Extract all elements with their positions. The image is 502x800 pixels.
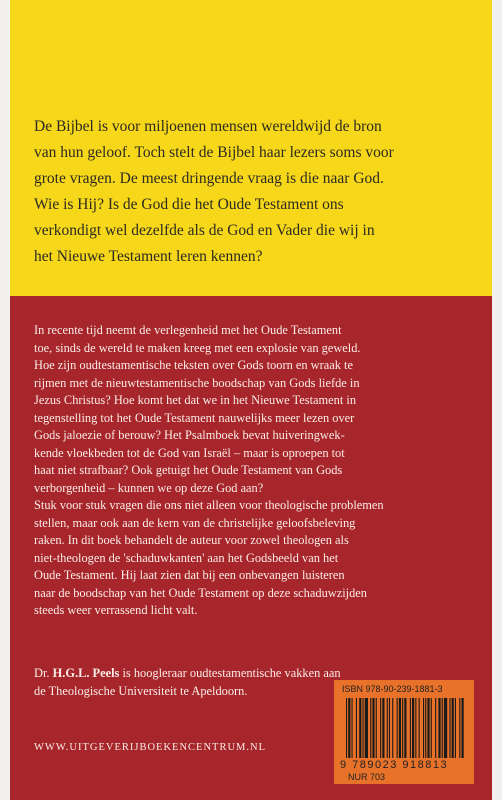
barcode-bar bbox=[397, 698, 398, 758]
barcode-bar bbox=[410, 698, 411, 758]
author-line-1 bbox=[34, 665, 341, 683]
barcode-bar bbox=[431, 698, 432, 758]
barcode-bar bbox=[444, 698, 447, 758]
barcode-bar bbox=[399, 698, 401, 758]
yellow-panel bbox=[10, 0, 492, 296]
barcode-bar bbox=[415, 698, 416, 758]
barcode-bar bbox=[438, 698, 440, 758]
body-line: verborgenheid – kunnen we op deze God aan? bbox=[34, 480, 264, 495]
barcode-bar bbox=[455, 698, 456, 758]
barcode-bar bbox=[419, 698, 420, 758]
intro-line: Wie is Hij? Is de God die het Oude Testament ons bbox=[34, 196, 344, 213]
body-line: Gods jaloezie of berouw? Het Psalmboek bevat huiveringwek- bbox=[34, 428, 345, 442]
barcode-bar bbox=[449, 698, 450, 758]
nur-label: NUR 703 bbox=[348, 772, 386, 782]
barcode-bar bbox=[412, 698, 414, 758]
body-line: Hoe zijn oudtestamentische teksten over Gods toorn en wraak te bbox=[34, 358, 353, 372]
intro-line: verkondigt wel dezelfde als de God en Vader die wij in bbox=[34, 222, 375, 239]
body-line: naar de boodschap van het Oude Testament op deze schaduwzijden bbox=[34, 585, 367, 600]
barcode-bars bbox=[342, 696, 466, 760]
barcode-bar bbox=[452, 698, 454, 758]
author-role: is hoogleraar oudtestamentische vakken aan bbox=[119, 666, 341, 680]
body-line: niet-theologen de 'schaduwkanten' aan het Godsbeeld van het bbox=[34, 550, 339, 565]
body-line: Jezus Christus? Hoe komt het dat we in het Nieuwe Testament in bbox=[34, 393, 357, 407]
author-line-2: de Theologische Universiteit te Apeldoorn. bbox=[34, 683, 248, 698]
barcode-bar bbox=[376, 698, 377, 758]
barcode-bar bbox=[372, 698, 374, 758]
body-line: Oude Testament. Hij laat zien dat bij een onbevangen luisteren bbox=[34, 568, 345, 582]
body-line: haat niet strafbaar? Ook getuigt het Oude Testament van Gods bbox=[34, 463, 343, 477]
barcode-bar bbox=[348, 698, 350, 758]
intro-line: De Bijbel is voor miljoenen mensen wereldwijd de bron bbox=[34, 118, 382, 135]
intro-line: grote vragen. De meest dringende vraag is die naar God. bbox=[34, 170, 384, 187]
barcode-bar bbox=[370, 698, 371, 758]
barcode-bar bbox=[356, 698, 357, 758]
book-back-cover bbox=[10, 0, 492, 800]
barcode-sticker bbox=[334, 680, 474, 784]
body-line: In recente tijd neemt de verlegenheid met het Oude Testament bbox=[34, 323, 342, 337]
barcode-bar bbox=[459, 698, 460, 758]
author-name: H.G.L. Peels bbox=[52, 666, 120, 680]
author-bio bbox=[34, 665, 341, 700]
barcode-bar bbox=[352, 698, 353, 758]
barcode-bar bbox=[346, 698, 347, 758]
barcode-bar bbox=[425, 698, 426, 758]
barcode-bar bbox=[423, 698, 424, 758]
barcode-bar bbox=[380, 698, 381, 758]
barcode-bar bbox=[427, 698, 429, 758]
barcode-bar bbox=[402, 698, 403, 758]
intro-blurb bbox=[34, 114, 464, 270]
barcode-bar bbox=[442, 698, 443, 758]
barcode-bar bbox=[365, 698, 368, 758]
body-line: rijmen met de nieuwtestamentische boodschap van Gods liefde in bbox=[34, 375, 360, 390]
isbn-label: ISBN 978-90-239-1881-3 bbox=[342, 684, 443, 694]
author-prefix: Dr. bbox=[34, 666, 53, 680]
description-text bbox=[34, 322, 474, 620]
body-line: stellen, maar ook aan de kern van de christelijke geloofsbeleving bbox=[34, 515, 356, 530]
barcode-bar bbox=[363, 698, 364, 758]
barcode-bar bbox=[435, 698, 436, 758]
barcode-bar bbox=[382, 698, 384, 758]
body-line: steeds weer verrassend licht valt. bbox=[34, 603, 198, 617]
body-line: tegenstelling tot het Oude Testament nauwelijks meer lezen over bbox=[34, 410, 355, 425]
ean-digits: 9 789023 918813 bbox=[340, 759, 449, 771]
body-line: kende vloekbeden tot de God van Israël – maar is oproepen tot bbox=[34, 445, 345, 460]
barcode-bar bbox=[392, 698, 393, 758]
barcode-bar bbox=[387, 698, 388, 758]
barcode-bar bbox=[389, 698, 390, 758]
intro-line: van hun geloof. Toch stelt de Bijbel haar lezers soms voor bbox=[34, 144, 394, 161]
body-line: raken. In dit boek behandelt de auteur voor zowel theologen als bbox=[34, 533, 349, 547]
body-line: toe, sinds de wereld te maken kreeg met een explosie van geweld. bbox=[34, 340, 361, 355]
intro-line: het Nieuwe Testament leren kennen? bbox=[34, 248, 263, 265]
barcode-bar bbox=[404, 698, 406, 758]
barcode-bar bbox=[462, 698, 464, 758]
barcode-bar bbox=[359, 698, 361, 758]
body-line: Stuk voor stuk vragen die ons niet alleen voor theologische problemen bbox=[34, 498, 384, 512]
publisher-website: WWW.UITGEVERIJBOEKENCENTRUM.NL bbox=[34, 742, 267, 753]
